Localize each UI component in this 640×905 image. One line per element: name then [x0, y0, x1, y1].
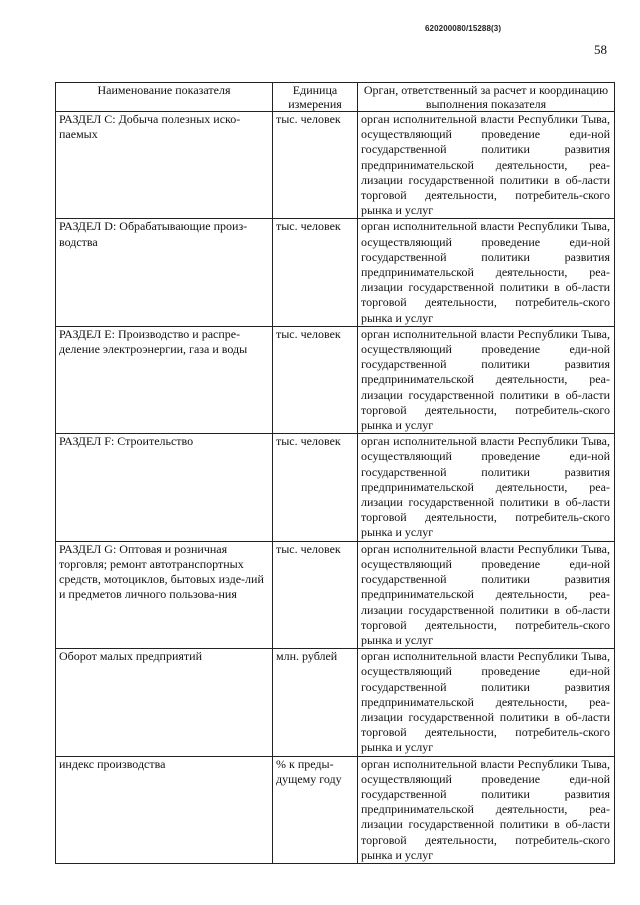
table-row: [56, 541, 615, 648]
table-row: [56, 112, 615, 219]
indicator-name: Оборот малых предприятий: [56, 649, 273, 756]
responsible-organ: орган исполнительной власти Республики Тыва, осуществляющий проведение еди-ной государственной политики развития предпринимательской деятельности, реа-лизации государственной политики в об-ласти торговой деятельности, потребитель-ского рынка и услуг: [358, 219, 615, 326]
responsible-organ: орган исполнительной власти Республики Тыва, осуществляющий проведение еди-ной государственной политики развития предпринимательской деятельности, реа-лизации государственной политики в об-ласти торговой деятельности, потребитель-ского рынка и услуг: [358, 434, 615, 541]
indicator-unit: тыс. человек: [273, 112, 358, 219]
responsible-organ: орган исполнительной власти Республики Тыва, осуществляющий проведение еди-ной государственной политики развития предпринимательской деятельности, реа-лизации государственной политики в об-ласти торговой деятельности, потребитель-ского рынка и услуг: [358, 756, 615, 863]
indicators-table: [55, 82, 615, 864]
indicator-unit: тыс. человек: [273, 219, 358, 326]
column-header-unit: Единица измерения: [273, 83, 358, 112]
indicator-name: индекс производства: [56, 756, 273, 863]
table-row: [56, 756, 615, 863]
page-number: 58: [594, 42, 607, 57]
indicator-name: РАЗДЕЛ G: Оптовая и розничная торговля; ремонт автотранспортных средств, мотоциклов, бытовых изде-лий и предметов личного пользова-ния: [56, 541, 273, 648]
table-row: [56, 649, 615, 756]
indicator-name: РАЗДЕЛ C: Добыча полезных иско-паемых: [56, 112, 273, 219]
responsible-organ: орган исполнительной власти Республики Тыва, осуществляющий проведение еди-ной государственной политики развития предпринимательской деятельности, реа-лизации государственной политики в об-ласти торговой деятельности, потребитель-ского рынка и услуг: [358, 649, 615, 756]
column-header-organ: Орган, ответственный за расчет и координацию выполнения показателя: [358, 83, 615, 112]
column-header-name: Наименование показателя: [56, 83, 273, 112]
table-header-row: [56, 83, 615, 112]
table-row: [56, 326, 615, 433]
responsible-organ: орган исполнительной власти Республики Тыва, осуществляющий проведение еди-ной государственной политики развития предпринимательской деятельности, реа-лизации государственной политики в об-ласти торговой деятельности, потребитель-ского рынка и услуг: [358, 326, 615, 433]
document-id: 620200080/15288(3): [425, 24, 502, 33]
responsible-organ: орган исполнительной власти Республики Тыва, осуществляющий проведение еди-ной государственной политики развития предпринимательской деятельности, реа-лизации государственной политики в об-ласти торговой деятельности, потребитель-ского рынка и услуг: [358, 112, 615, 219]
responsible-organ: орган исполнительной власти Республики Тыва, осуществляющий проведение еди-ной государственной политики развития предпринимательской деятельности, реа-лизации государственной политики в об-ласти торговой деятельности, потребитель-ского рынка и услуг: [358, 541, 615, 648]
indicator-unit: млн. рублей: [273, 649, 358, 756]
table-row: [56, 219, 615, 326]
indicator-unit: тыс. человек: [273, 541, 358, 648]
indicator-name: РАЗДЕЛ F: Строительство: [56, 434, 273, 541]
indicator-name: РАЗДЕЛ D: Обрабатывающие произ-водства: [56, 219, 273, 326]
indicator-name: РАЗДЕЛ E: Производство и распре-деление электроэнергии, газа и воды: [56, 326, 273, 433]
indicator-unit: тыс. человек: [273, 434, 358, 541]
indicator-unit: тыс. человек: [273, 326, 358, 433]
indicator-unit: % к преды-дущему году: [273, 756, 358, 863]
table-row: [56, 434, 615, 541]
